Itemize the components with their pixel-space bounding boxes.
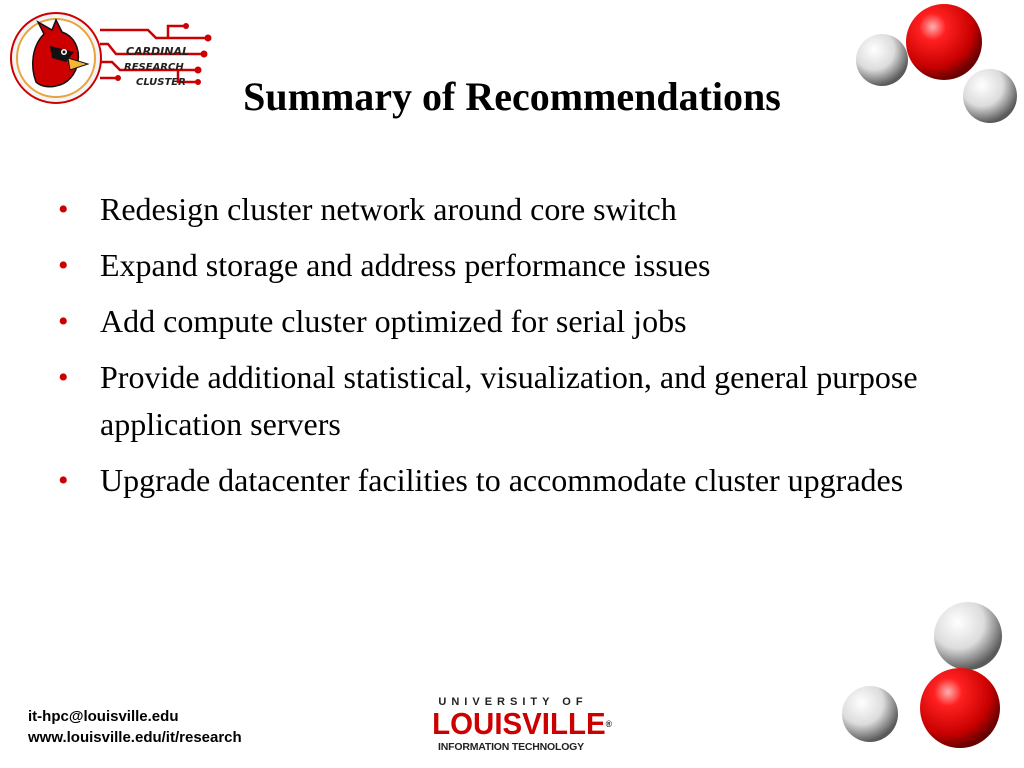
bullet-icon: • xyxy=(58,249,69,282)
list-item xyxy=(58,242,958,289)
list-item xyxy=(58,354,958,448)
uofl-logo-top: UNIVERSITY OF xyxy=(438,696,588,708)
footer-website[interactable]: www.louisville.edu/it/research xyxy=(28,729,242,746)
bullet-icon: • xyxy=(58,464,69,497)
crc-logo-line2: RESEARCH xyxy=(124,62,184,73)
list-item xyxy=(58,298,958,345)
list-item-text: Redesign cluster network around core switch xyxy=(100,191,677,227)
bullet-icon: • xyxy=(58,361,69,394)
list-item-text: Provide additional statistical, visualization, and general purpose application servers xyxy=(100,359,918,442)
crc-logo-line1: CARDINAL xyxy=(126,45,190,58)
list-item xyxy=(58,186,958,233)
footer-contact xyxy=(28,706,242,748)
bullet-icon: • xyxy=(58,305,69,338)
list-item-text: Add compute cluster optimized for serial jobs xyxy=(100,303,687,339)
list-item-text: Expand storage and address performance issues xyxy=(100,247,711,283)
university-of-louisville-logo xyxy=(428,696,612,762)
uofl-logo-main xyxy=(432,706,612,741)
water-molecule-bottom-image xyxy=(832,596,1024,768)
uofl-logo-wordmark: LOUISVILLE xyxy=(432,706,606,741)
footer-email[interactable]: it-hpc@louisville.edu xyxy=(28,708,179,725)
slide-title: Summary of Recommendations xyxy=(243,74,781,119)
crc-logo-line3: CLUSTER xyxy=(136,77,186,88)
registered-mark: ® xyxy=(605,719,612,729)
bullet-icon: • xyxy=(58,193,69,226)
list-item xyxy=(58,457,958,504)
recommendations-list xyxy=(58,186,958,513)
uofl-logo-sub: INFORMATION TECHNOLOGY xyxy=(438,741,584,753)
list-item-text: Upgrade datacenter facilities to accommodate cluster upgrades xyxy=(100,462,904,498)
